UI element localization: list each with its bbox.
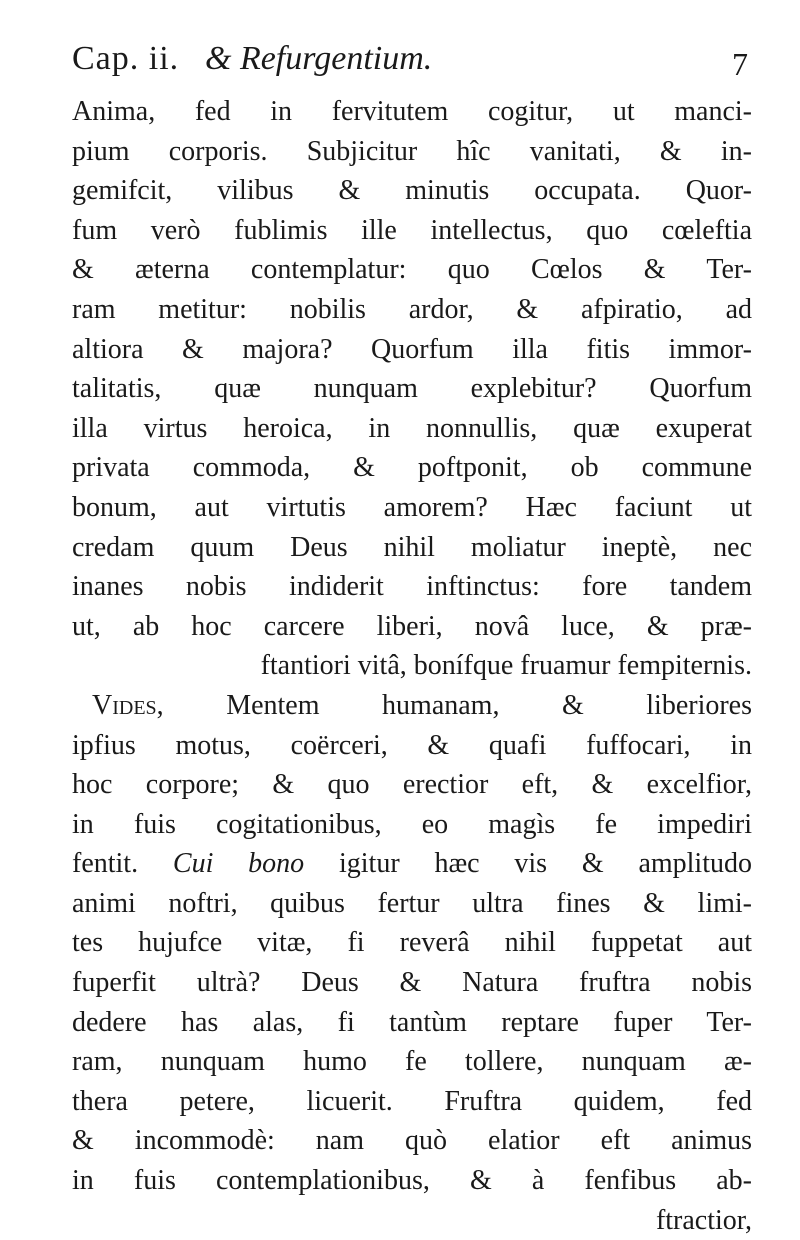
text-line: fum verò fublimis ille intellectus, quo cœleftia [72,214,752,246]
running-head [72,40,752,90]
small-caps-lead-word: Vides, [92,689,164,721]
text-line: ut, ab hoc carcere liberi, novâ luce, & præ- [72,610,752,642]
page-number: 7 [732,46,748,82]
italic-phrase: Cui bono [172,848,305,880]
text-line: in fuis cogitationibus, eo magìs fe impediri [72,808,752,840]
text-line: ipfius motus, coërceri, & quafi fuffocari, in [72,729,752,761]
body-text [72,92,752,1240]
text-line-paragraph-start [72,686,752,726]
text-line: talitatis, quæ nunquam explebitur? Quorfum [72,373,752,405]
chapter-heading: Cap. ii. [72,40,180,77]
text-line: illa virtus heroica, in nonnullis, quæ exuperat [72,412,752,444]
text-line: thera petere, licuerit. Fruftra quidem, fed [72,1085,752,1117]
running-title: & Refurgentium. [205,40,433,77]
text-line: inanes nobis indiderit inftinctus: fore tandem [72,571,752,603]
catchword-line: ftractior, [655,1204,752,1236]
text-line: ftantiori vitâ, bonífque fruamur fempiternis. [260,650,752,682]
text-line: animi noftri, quibus fertur ultra fines & limi- [72,887,752,919]
text-line-with-italic [72,844,752,884]
text-line: Anima, fed in fervitutem cogitur, ut manci- [72,96,752,127]
text-line: bonum, aut virtutis amorem? Hæc faciunt ut [72,491,752,523]
text-line: altiora & majora? Quorfum illa fitis immor- [72,333,752,365]
text-line: & æterna contemplatur: quo Cœlos & Ter- [72,254,752,286]
text-line: privata commoda, & poftponit, ob commune [72,452,752,484]
text-line: tes hujufce vitæ, fi reverâ nihil fuppetat aut [72,927,752,959]
text-line: dedere has alas, fi tantùm reptare fuper Ter- [72,1006,752,1038]
text-line-rest: igitur hæc vis & amplitudo [338,848,752,880]
text-line: credam quum Deus nihil moliatur ineptè, nec [72,531,752,563]
text-line: hoc corpore; & quo erectior eft, & excelfior, [72,769,752,801]
text-line: pium corporis. Subjicitur hîc vanitati, & in- [72,135,752,167]
text-line-start: fentit. [72,848,139,880]
text-line: fuperfit ultrà? Deus & Natura fruftra nobis [72,967,752,999]
text-line: ram metitur: nobilis ardor, & afpiratio, ad [72,293,752,325]
text-line-rest: Mentem humanam, & liberiores [226,689,753,721]
text-line: in fuis contemplationibus, & à fenfibus ab- [72,1165,752,1197]
text-line: & incommodè: nam quò elatior eft animus [72,1125,752,1157]
text-line: ram, nunquam humo fe tollere, nunquam æ- [72,1046,752,1078]
text-line: gemifcit, vilibus & minutis occupata. Quor- [72,175,752,207]
